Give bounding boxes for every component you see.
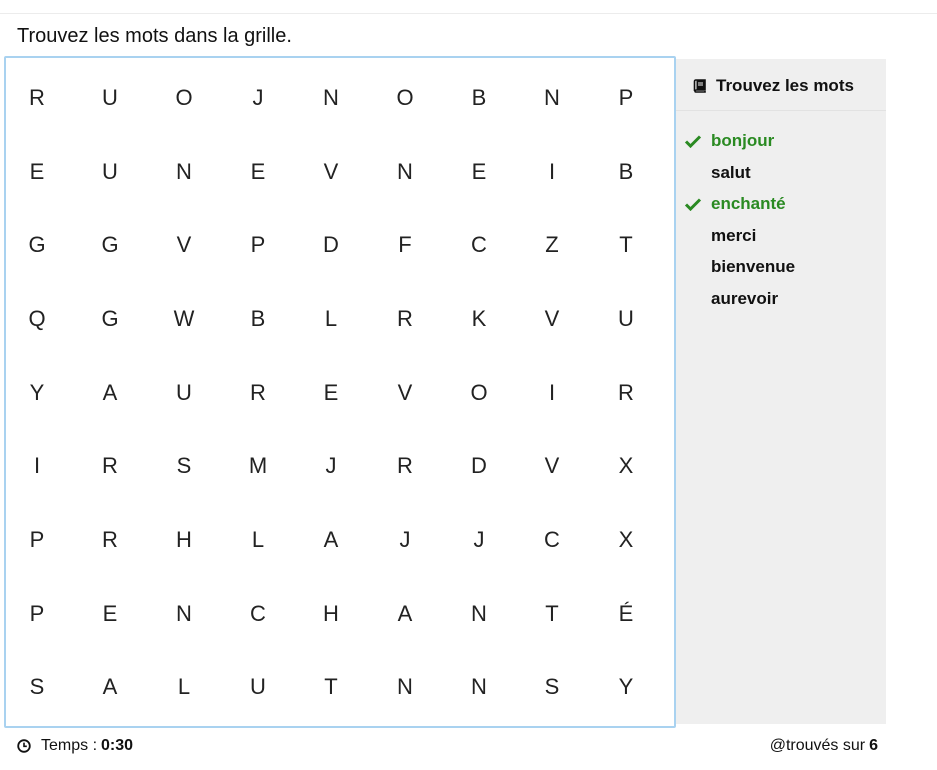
word-item [676,194,886,226]
word-panel-header [676,59,886,111]
grid-cell[interactable]: G [101,232,119,257]
word-list [676,131,886,320]
word-item [676,226,886,258]
grid-cell[interactable]: I [548,380,556,405]
grid-cell[interactable]: L [324,306,338,331]
grid-cell[interactable]: X [618,453,634,478]
grid-cell[interactable]: V [544,453,560,478]
grid-cell[interactable]: K [471,306,487,331]
grid-cell[interactable]: R [102,527,118,552]
grid-cell[interactable]: P [618,85,634,110]
grid-cell[interactable]: R [250,380,266,405]
grid-cell[interactable]: G [28,232,46,257]
grid-cell[interactable]: R [397,453,413,478]
grid-cell[interactable]: M [248,453,268,478]
grid-cell[interactable]: O [175,85,193,110]
grid-cell[interactable]: U [102,85,118,110]
grid-cell[interactable]: C [250,601,266,626]
grid-cell[interactable]: O [396,85,414,110]
grid-cell[interactable]: U [250,674,266,699]
word-item [676,163,886,195]
grid-cell[interactable]: P [29,601,45,626]
grid-cell[interactable]: E [102,601,118,626]
grid-cell[interactable]: C [471,232,487,257]
grid-cell[interactable]: P [250,232,266,257]
grid-cell[interactable]: R [29,85,45,110]
grid-cell[interactable]: N [397,159,413,184]
grid-cell[interactable]: C [544,527,560,552]
top-divider [0,13,937,14]
grid-cell[interactable]: S [176,453,192,478]
timer-value: 0:30 [101,737,134,754]
check-icon [684,134,702,148]
grid-cell[interactable]: V [176,232,192,257]
check-icon [684,197,702,211]
grid-cell[interactable]: N [176,159,192,184]
grid-cell[interactable]: W [173,306,195,331]
grid-cell[interactable]: O [470,380,488,405]
grid-cell[interactable]: T [619,232,633,257]
grid-cell[interactable]: D [323,232,339,257]
grid-cell[interactable]: E [250,159,266,184]
word-item [676,257,886,289]
grid-cell[interactable]: X [618,527,634,552]
grid-cell[interactable]: B [618,159,634,184]
grid-cell[interactable]: T [324,674,338,699]
grid-cell[interactable]: J [399,527,411,552]
grid-cell[interactable]: V [397,380,413,405]
grid-cell[interactable]: R [102,453,118,478]
grid-cell[interactable]: N [471,601,487,626]
timer-label: Temps : [41,737,98,754]
found-counter-label: @trouvés sur [769,737,866,754]
grid-cell[interactable]: A [102,380,118,405]
found-counter-total: 6 [869,737,878,754]
grid-cell[interactable]: I [33,453,41,478]
grid-cell[interactable]: H [176,527,192,552]
grid-cell[interactable]: A [323,527,339,552]
word-panel-title-text: Trouvez les mots [716,76,854,95]
grid-cell[interactable]: P [29,527,45,552]
grid-cell[interactable]: N [544,85,560,110]
word-label: bonjour [711,131,775,150]
word-label: merci [711,225,757,245]
word-item [676,131,886,163]
grid-cell[interactable]: U [176,380,192,405]
grid-cell[interactable]: E [323,380,339,405]
word-panel-title [693,76,854,96]
letter-grid[interactable] [4,56,676,728]
grid-cell[interactable]: Y [618,674,634,699]
book-icon [693,79,707,93]
grid-cell[interactable]: A [102,674,118,699]
grid-cell[interactable]: F [398,232,412,257]
grid-cell[interactable]: Z [545,232,559,257]
grid-cell[interactable]: G [101,306,119,331]
grid-cell[interactable]: L [251,527,265,552]
grid-cell[interactable]: B [471,85,487,110]
grid-cell[interactable]: J [325,453,337,478]
grid-cell[interactable]: D [471,453,487,478]
grid-cell[interactable]: I [548,159,556,184]
grid-cell[interactable]: E [29,159,45,184]
grid-cell[interactable]: V [323,159,339,184]
word-item [676,289,886,321]
grid-cell[interactable]: U [102,159,118,184]
word-label: bienvenue [711,257,796,276]
grid-cell[interactable]: V [544,306,560,331]
clock-icon [17,739,31,753]
grid-cell[interactable]: E [471,159,487,184]
grid-cell[interactable]: L [177,674,191,699]
grid-cell[interactable]: N [397,674,413,699]
instruction-text: Trouvez les mots dans la grille. [17,25,292,47]
grid-cell[interactable]: N [176,601,192,626]
word-label: salut [711,162,751,182]
grid-cell[interactable]: R [618,380,634,405]
word-panel [676,59,886,724]
grid-cell[interactable]: Q [28,306,46,331]
found-counter [770,737,878,755]
grid-cell[interactable]: Y [29,380,45,405]
timer [17,737,133,755]
grid-cell[interactable]: J [473,527,485,552]
grid-cell[interactable]: J [252,85,264,110]
grid-cell[interactable]: A [397,601,413,626]
grid-cell[interactable]: N [471,674,487,699]
grid-cell[interactable]: B [250,306,266,331]
grid-cell[interactable]: U [618,306,634,331]
grid-cell[interactable]: S [544,674,560,699]
grid-cell[interactable]: T [545,601,559,626]
word-label: aurevoir [711,288,779,308]
grid-cell[interactable]: É [618,601,634,626]
grid-cell[interactable]: H [323,601,339,626]
word-label: enchanté [711,194,786,213]
grid-cell[interactable]: N [323,85,339,110]
grid-cell[interactable]: R [397,306,413,331]
grid-cell[interactable]: S [29,674,45,699]
